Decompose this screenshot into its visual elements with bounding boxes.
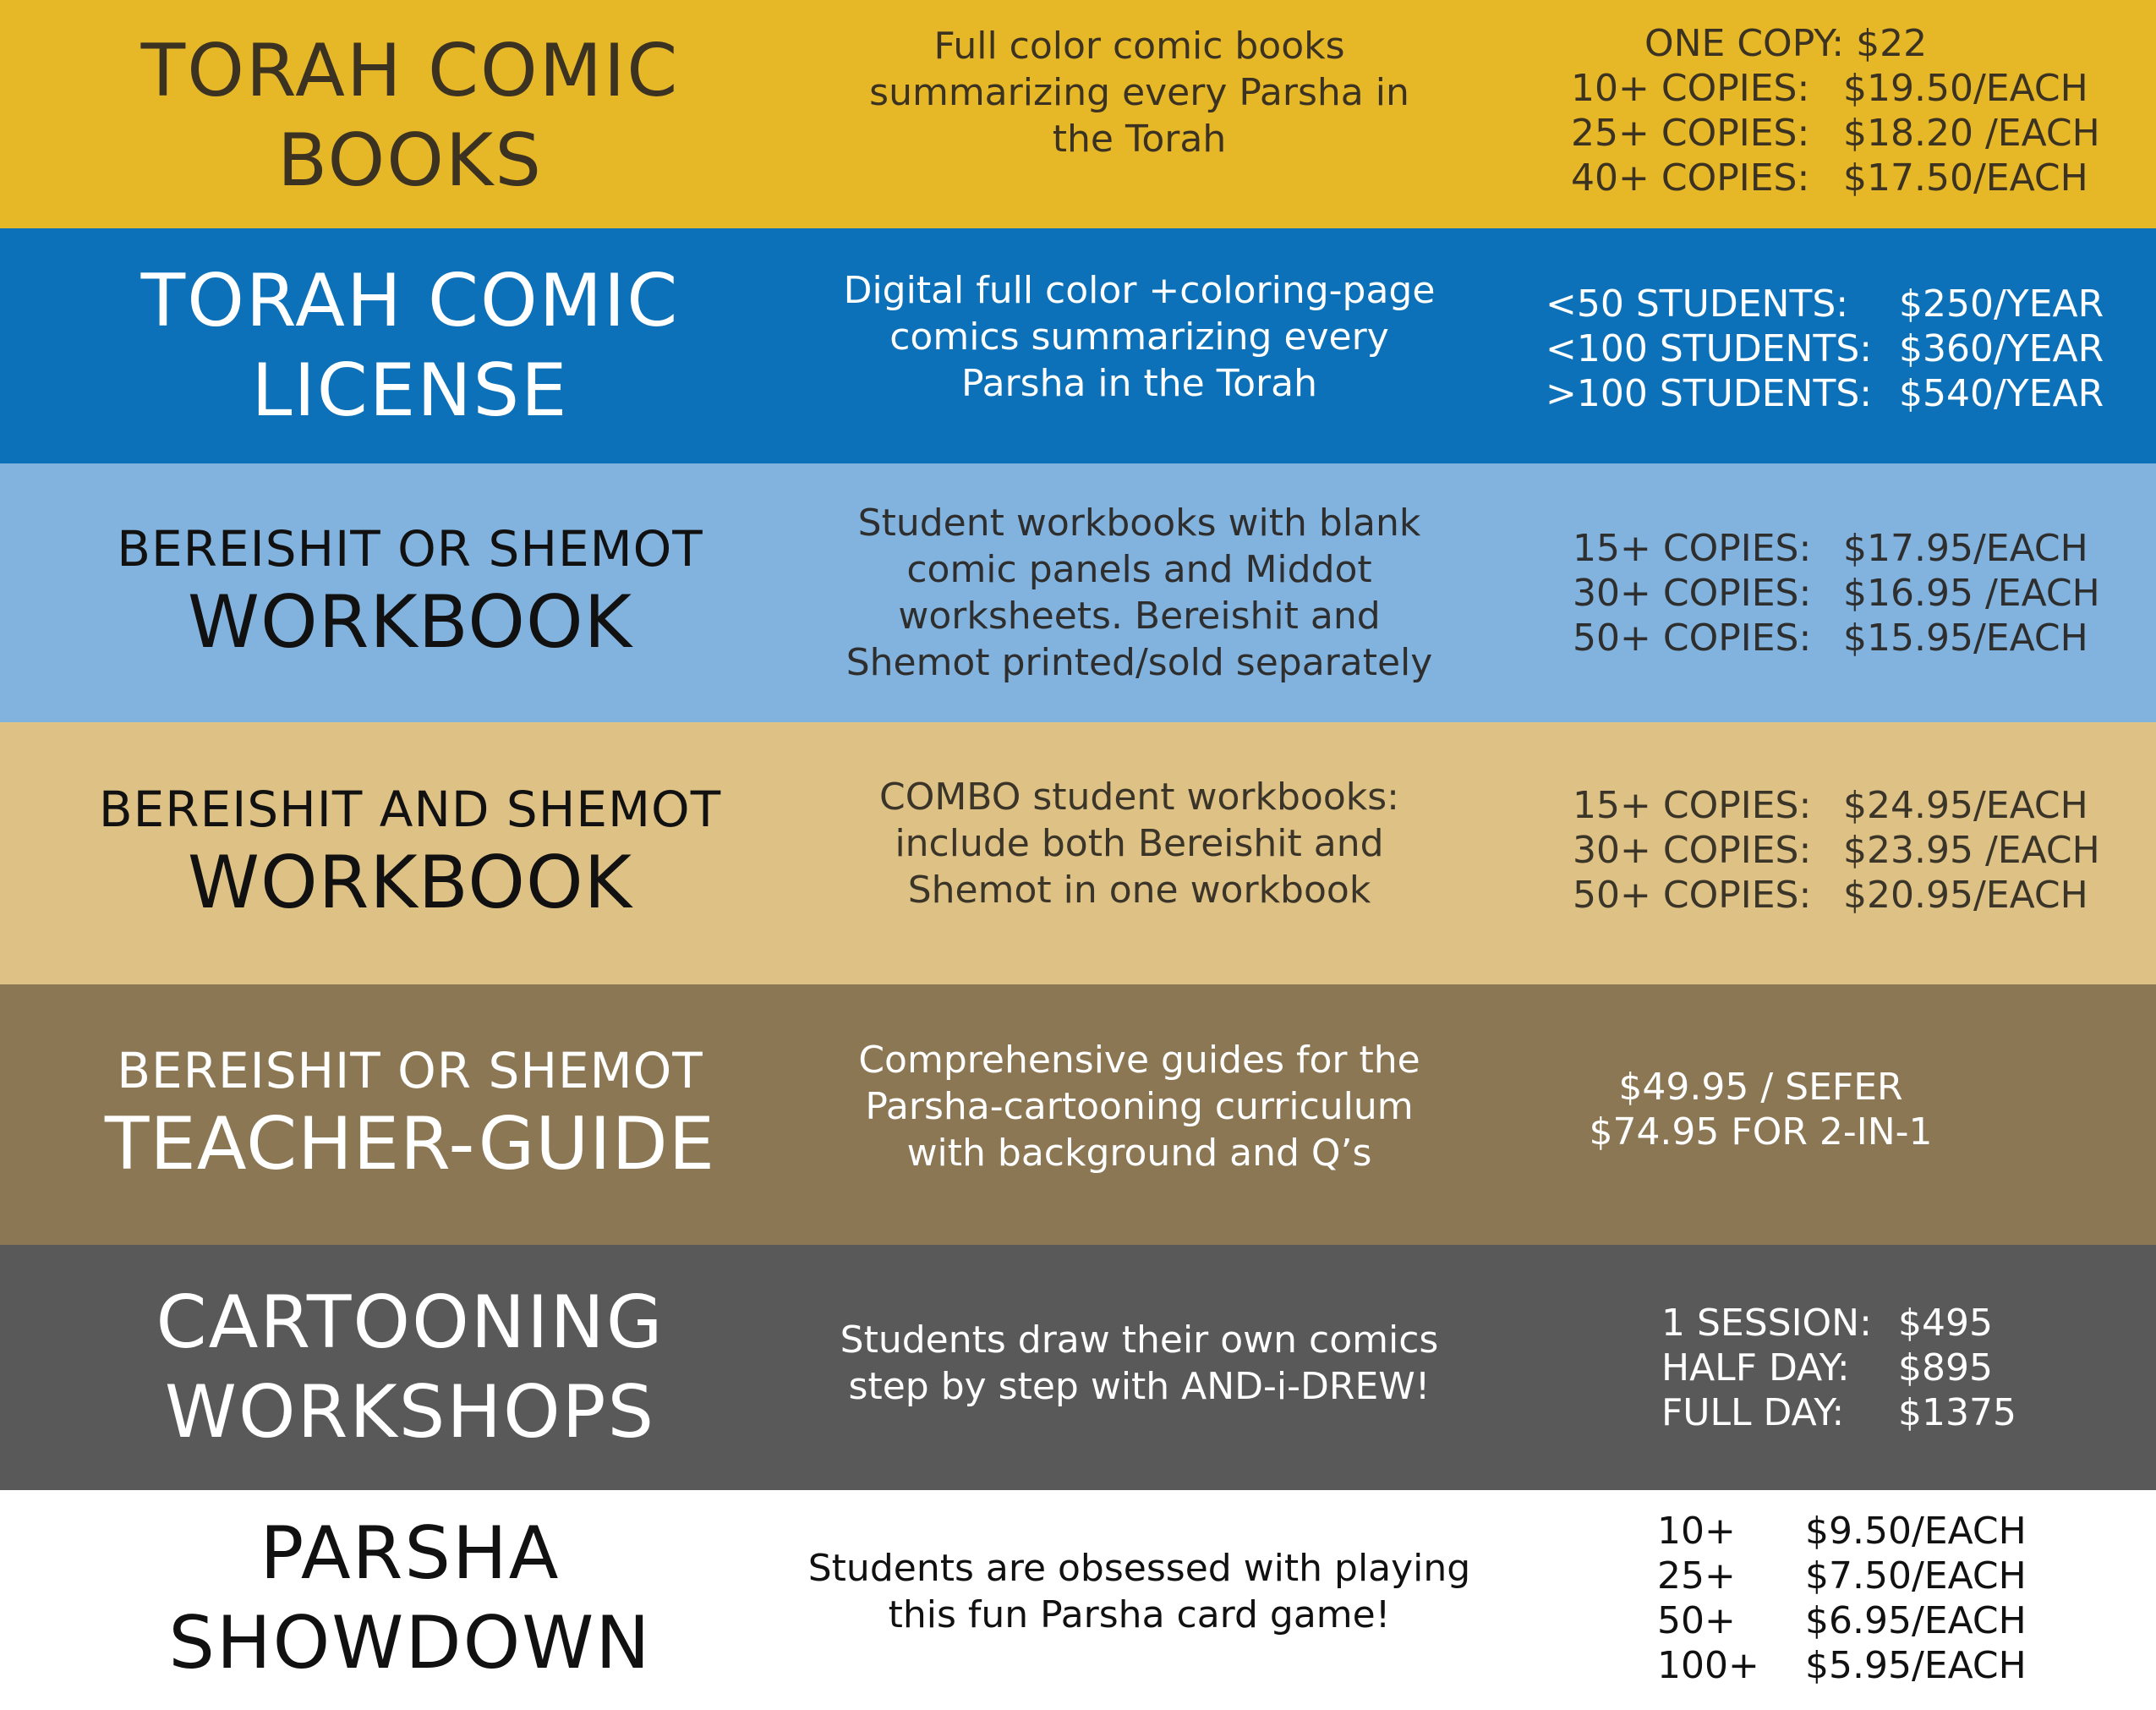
price-row [1480, 571, 2156, 616]
price-list [1480, 463, 2156, 722]
price-value: $5.95/EACH [1805, 1644, 2027, 1687]
price-row [1480, 873, 2156, 918]
price-label: 25+ [1657, 1554, 1736, 1598]
price-label: <100 STUDENTS: [1546, 326, 1873, 370]
description-line: Comprehensive guides for the [858, 1038, 1420, 1082]
price-value: $17.95/EACH [1843, 526, 2088, 570]
title-main: WORKBOOK [187, 580, 633, 665]
product-description [807, 0, 1471, 228]
title-main: WORKBOOK [187, 841, 633, 925]
description-line: comics summarizing every [889, 315, 1389, 359]
title-line: SHOWDOWN [168, 1601, 652, 1685]
price-head-text: ONE COPY: $22 [1644, 22, 1928, 65]
price-label: 50+ COPIES: [1573, 616, 1812, 660]
price-value: $1375 [1898, 1390, 2016, 1434]
product-description [807, 463, 1471, 722]
price-value: $20.95/EACH [1843, 873, 2088, 917]
price-row [1480, 282, 2156, 326]
title-line: CARTOONING [156, 1280, 665, 1365]
price-value: $23.95 /EACH [1843, 828, 2100, 872]
title-line: LICENSE [251, 348, 569, 433]
description-line: Shemot printed/sold separately [845, 641, 1433, 684]
description-line: Digital full color +coloring-page [843, 268, 1436, 312]
price-row [1480, 156, 2156, 200]
description-line: the Torah [1052, 117, 1227, 161]
price-value: $250/YEAR [1899, 282, 2104, 326]
product-title [0, 228, 820, 463]
description-line: summarizing every Parsha in [869, 70, 1409, 114]
description-line: Students draw their own comics [840, 1318, 1439, 1362]
price-label: 1 SESSION: [1661, 1301, 1872, 1345]
title-line: BOOKS [277, 118, 543, 203]
price-label: FULL DAY: [1661, 1390, 1845, 1434]
price-list [1480, 722, 2156, 984]
price-value: $7.50/EACH [1805, 1554, 2027, 1598]
description-line: COMBO student workbooks: [878, 775, 1399, 819]
description-line: this fun Parsha card game! [888, 1593, 1391, 1636]
price-value: $9.50/EACH [1805, 1510, 2027, 1553]
description-line: Students are obsessed with playing [807, 1547, 1471, 1590]
title-line: WORKSHOPS [164, 1370, 656, 1455]
product-description [807, 984, 1471, 1245]
title-main: TEACHER-GUIDE [104, 1102, 716, 1187]
product-title [0, 463, 820, 722]
description-line: Student workbooks with blank [857, 501, 1421, 545]
description-line: include both Bereishit and [895, 821, 1384, 865]
product-title [0, 984, 820, 1245]
price-list [1480, 0, 2156, 228]
price-label: 50+ [1657, 1599, 1736, 1642]
price-label: 100+ [1657, 1644, 1759, 1687]
price-list [1480, 228, 2156, 463]
price-label: >100 STUDENTS: [1546, 371, 1873, 415]
price-row [1480, 326, 2156, 371]
price-row [1480, 1390, 2156, 1435]
price-row [1480, 526, 2156, 571]
price-row [1480, 66, 2156, 111]
price-value: $17.50/EACH [1843, 156, 2088, 200]
price-label: HALF DAY: [1661, 1346, 1850, 1389]
price-row [1480, 1301, 2156, 1346]
row-cartooning-workshops [0, 1245, 2156, 1490]
title-line: PARSHA [260, 1511, 561, 1596]
description-line: Parsha-cartooning curriculum [865, 1084, 1414, 1128]
price-list [1480, 1245, 2156, 1490]
description-line: worksheets. Bereishit and [898, 595, 1381, 638]
price-label: 15+ COPIES: [1573, 526, 1812, 570]
row-torah-comic-books [0, 0, 2156, 228]
price-row [1480, 1554, 2156, 1598]
description-line: Full color comic books [933, 24, 1345, 68]
price-label: 10+ [1657, 1510, 1736, 1553]
price-value: $24.95/EACH [1843, 783, 2088, 827]
price-list [1480, 1490, 2156, 1710]
description-line: step by step with AND-i-DREW! [848, 1365, 1431, 1408]
row-bereishit-and-shemot-workbook [0, 722, 2156, 984]
price-value: $540/YEAR [1899, 371, 2104, 415]
title-line: TORAH COMIC [140, 29, 680, 113]
price-center-block [1480, 1065, 2042, 1154]
title-line: TORAH COMIC [140, 259, 680, 343]
product-title [0, 722, 820, 984]
price-value: $895 [1898, 1346, 1993, 1389]
price-value: $15.95/EACH [1843, 616, 2088, 660]
product-description [807, 228, 1471, 463]
price-label: 30+ COPIES: [1573, 828, 1812, 872]
price-value: $495 [1898, 1301, 1993, 1345]
price-line: $74.95 FOR 2-IN-1 [1589, 1110, 1933, 1154]
product-title [0, 1245, 829, 1490]
product-description [807, 722, 1471, 984]
price-row [1480, 1643, 2156, 1688]
price-value: $19.50/EACH [1843, 67, 2088, 110]
product-title [0, 0, 820, 228]
price-row [1480, 371, 2156, 416]
price-label: 25+ COPIES: [1571, 112, 1810, 155]
price-row [1480, 1509, 2156, 1554]
price-row [1480, 783, 2156, 828]
row-teacher-guide [0, 984, 2156, 1245]
description-line: with background and Q’s [906, 1131, 1372, 1175]
price-label: 30+ COPIES: [1573, 571, 1812, 615]
price-value: $18.20 /EACH [1843, 112, 2100, 155]
price-label: 50+ COPIES: [1573, 873, 1812, 917]
row-torah-comic-license [0, 228, 2156, 463]
price-row [1480, 1598, 2156, 1643]
title-subline: BEREISHIT OR SHEMOT [117, 520, 703, 578]
description-line: Parsha in the Torah [961, 361, 1317, 405]
product-description [807, 1245, 1471, 1490]
price-list [1480, 984, 2156, 1245]
price-label: 10+ COPIES: [1571, 67, 1810, 110]
price-row [1480, 1346, 2156, 1390]
price-head [1480, 21, 2156, 66]
row-bereishit-or-shemot-workbook [0, 463, 2156, 722]
price-label: <50 STUDENTS: [1546, 282, 1849, 326]
price-row [1480, 616, 2156, 660]
title-subline: BEREISHIT AND SHEMOT [98, 781, 722, 838]
price-label: 15+ COPIES: [1573, 783, 1812, 827]
product-title [0, 1490, 820, 1710]
price-line: $49.95 / SEFER [1618, 1066, 1903, 1109]
price-row [1480, 828, 2156, 873]
price-value: $16.95 /EACH [1843, 571, 2100, 615]
price-row [1480, 111, 2156, 156]
description-line: Shemot in one workbook [907, 868, 1371, 912]
description-line: comic panels and Middot [906, 548, 1372, 591]
price-value: $360/YEAR [1899, 326, 2104, 370]
row-parsha-showdown [0, 1490, 2156, 1710]
product-description [807, 1490, 1471, 1710]
price-label: 40+ COPIES: [1571, 156, 1810, 200]
price-value: $6.95/EACH [1805, 1599, 2027, 1642]
title-subline: BEREISHIT OR SHEMOT [117, 1042, 703, 1099]
